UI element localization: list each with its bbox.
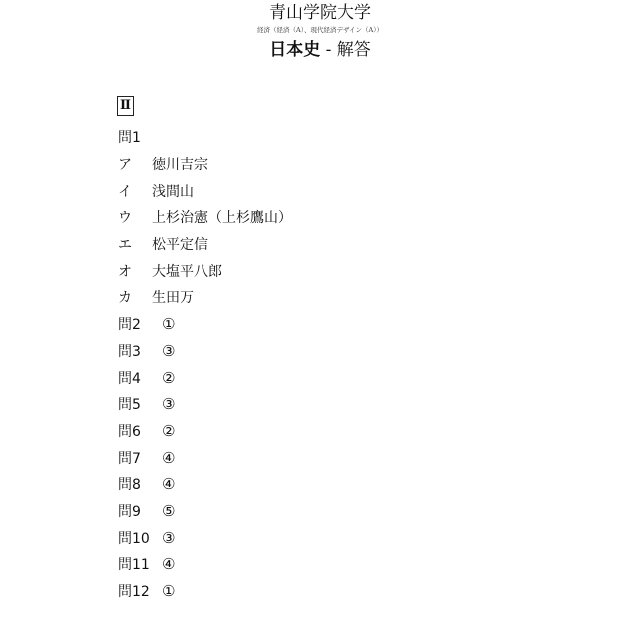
question-label: 問9 xyxy=(118,503,141,520)
section-number: Ⅱ xyxy=(117,96,134,116)
subject-name: 日本史 xyxy=(269,40,321,60)
item-label: オ xyxy=(118,263,132,280)
question-label: 問7 xyxy=(118,450,141,467)
list-item xyxy=(118,151,292,178)
answer-label: 解答 xyxy=(336,40,371,60)
question-label: 問5 xyxy=(118,397,141,414)
item-answer: 浅間山 xyxy=(152,183,194,200)
question-answer: ② xyxy=(162,421,176,440)
item-label: カ xyxy=(118,290,132,307)
item-label: ア xyxy=(118,157,132,174)
item-answer: 大塩平八郎 xyxy=(152,263,222,280)
item-answer: 生田万 xyxy=(152,290,194,307)
question-row xyxy=(118,524,292,551)
question-answer: ④ xyxy=(162,475,176,494)
question-label: 問10 xyxy=(118,530,150,547)
list-item xyxy=(118,204,292,231)
item-answer: 松平定信 xyxy=(152,237,208,254)
question-answer: ③ xyxy=(162,395,176,414)
question-answer: ① xyxy=(162,582,176,601)
question-answer: ② xyxy=(162,368,176,387)
page-title xyxy=(0,39,640,61)
question-row xyxy=(118,578,292,605)
question-label: 問12 xyxy=(118,584,150,601)
list-item xyxy=(118,257,292,284)
question-label: 問1 xyxy=(118,130,141,147)
document-header xyxy=(0,2,640,61)
question-row xyxy=(118,364,292,391)
question-row xyxy=(118,444,292,471)
question-label: 問4 xyxy=(118,370,141,387)
question-row xyxy=(118,471,292,498)
question-answer: ① xyxy=(162,315,176,334)
answer-list xyxy=(118,124,292,604)
item-label: イ xyxy=(118,183,132,200)
item-answer: 徳川吉宗 xyxy=(152,157,208,174)
question-label: 問11 xyxy=(118,557,150,574)
question-answer: ⑤ xyxy=(162,501,176,520)
question-row xyxy=(118,418,292,445)
question-label: 問2 xyxy=(118,317,141,334)
question-answer: ④ xyxy=(162,448,176,467)
question-answer: ④ xyxy=(162,555,176,574)
item-answer: 上杉治憲（上杉鷹山） xyxy=(152,210,292,227)
title-separator: - xyxy=(325,40,332,60)
question-label: 問6 xyxy=(118,423,141,440)
item-label: エ xyxy=(118,237,132,254)
question-label: 問8 xyxy=(118,477,141,494)
question-row xyxy=(118,391,292,418)
question-1-heading xyxy=(118,124,292,151)
list-item xyxy=(118,231,292,258)
department-name: 経済（経済（A）、現代経済デザイン（A）） xyxy=(257,26,383,34)
university-name: 青山学院大学 xyxy=(269,3,371,23)
question-row xyxy=(118,311,292,338)
question-row xyxy=(118,338,292,365)
question-row xyxy=(118,498,292,525)
question-label: 問3 xyxy=(118,343,141,360)
question-row xyxy=(118,551,292,578)
question-answer: ③ xyxy=(162,528,176,547)
list-item xyxy=(118,177,292,204)
item-label: ウ xyxy=(118,210,132,227)
question-answer: ③ xyxy=(162,341,176,360)
list-item xyxy=(118,284,292,311)
